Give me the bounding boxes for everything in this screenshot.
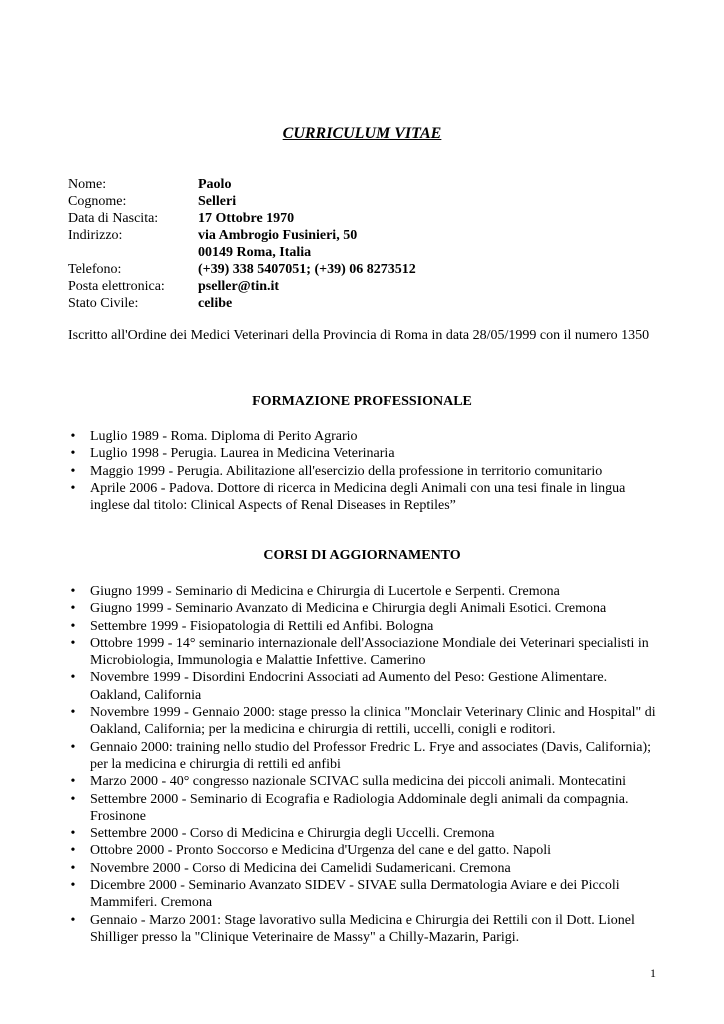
list-item [68,463,658,480]
info-row-indirizzo [68,227,668,244]
info-value: celibe [198,296,233,311]
list-item-text: Ottobre 1999 - 14° seminario internazionale dell'Associazione Mondiale dei Veterinari specialisti in Microbiologia, Immunologia e Malattie Infettive. Camerino [90,635,649,669]
list-item-text: Giugno 1999 - Seminario di Medicina e Chirurgia di Lucertole e Serpenti. Cremona [90,584,560,599]
bullet-icon: • [70,601,76,617]
bullet-icon: • [70,446,76,462]
list-item [68,860,658,877]
info-label: Data di Nascita: [68,211,159,226]
list-item [68,480,658,515]
list-item-text: Settembre 2000 - Seminario di Ecografia e Radiologia Addominale degli animali da compagnia. Frosinone [90,791,629,824]
bullet-icon: • [70,878,76,894]
info-value: via Ambrogio Fusinieri, 50 [198,228,358,243]
info-label: Telefono: [68,262,122,277]
info-value: 17 Ottobre 1970 [198,211,295,226]
list-item [68,445,658,462]
bullet-icon: • [70,480,76,496]
list-item-text: Ottobre 2000 - Pronto Soccorso e Medicina d'Urgenza del cane e del gatto. Napoli [90,843,552,859]
info-value: 00149 Roma, Italia [198,245,312,260]
list-item [68,600,658,617]
info-row-telefono [68,261,668,278]
info-row-indirizzo-citta [68,244,668,261]
info-row-email [68,278,668,295]
bullet-icon: • [70,826,76,842]
list-item-text: Gennaio - Marzo 2001: Stage lavorativo sulla Medicina e Chirurgia dei Rettili con il Dott. Lionel Shilliger presso la "Clinique Veterinaire de Massy" a Chilly-Mazarin, Parigi. [90,912,635,945]
bullet-icon: • [70,429,76,444]
bullet-icon: • [70,635,76,651]
list-item [68,739,658,774]
list-item-text: Luglio 1989 - Roma. Diploma di Perito Agrario [90,429,358,444]
list-item [68,791,658,826]
list-item-text: Settembre 1999 - Fisiopatologia di Rettili ed Anfibi. Bologna [90,618,434,634]
info-label [68,244,198,261]
info-row-nome [68,176,668,193]
info-label: Posta elettronica: [68,279,165,294]
list-item [68,773,658,790]
bullet-icon: • [70,860,76,876]
bullet-icon: • [70,739,76,755]
bullet-icon: • [70,791,76,807]
corsi-list [68,583,658,946]
info-value: (+39) 338 5407051; (+39) 06 8273512 [198,262,416,277]
info-label: Cognome: [68,194,127,209]
info-label: Stato Civile: [68,296,139,311]
list-item-text: Dicembre 2000 - Seminario Avanzato SIDEV - SIVAE sulla Dermatologia Aviare e dei Piccoli Mammiferi. Cremona [90,878,620,911]
bullet-icon: • [70,912,76,928]
personal-info [68,176,668,312]
list-item-text: Novembre 1999 - Disordini Endocrini Associati ad Aumento del Peso: Gestione Alimentare. Oakland, California [90,670,608,703]
section-heading-formazione: FORMAZIONE PROFESSIONALE [252,394,472,409]
info-row-cognome [68,193,668,210]
list-item [68,428,658,445]
bullet-icon: • [70,705,76,721]
list-item-text: Maggio 1999 - Perugia. Abilitazione all'esercizio della professione in territorio comunitario [90,463,603,479]
bullet-icon: • [70,463,76,479]
page-number: 1 [650,966,656,980]
bullet-icon: • [70,670,76,686]
list-item [68,583,658,600]
section-heading-corsi: CORSI DI AGGIORNAMENTO [263,548,461,563]
list-item-text: Novembre 1999 - Gennaio 2000: stage presso la clinica "Monclair Veterinary Clinic and Hospital" di Oakland, California; per la medicina e chirurgia di rettili, uccelli, conigli e roditori. [90,705,656,738]
list-item [68,877,658,912]
info-value: Selleri [198,194,237,209]
list-item-text: Novembre 2000 - Corso di Medicina dei Camelidi Sudamericani. Cremona [90,860,511,876]
bullet-icon: • [70,774,76,790]
list-item-text: Aprile 2006 - Padova. Dottore di ricerca in Medicina degli Animali con una tesi finale in lingua inglese dal titolo: Clinical Aspects of Renal Diseases in Reptiles” [90,480,626,514]
list-item-text: Marzo 2000 - 40° congresso nazionale SCIVAC sulla medicina dei piccoli animali. Montecatini [90,774,627,790]
info-label: Indirizzo: [68,228,123,243]
list-item [68,704,658,739]
list-item-text: Giugno 1999 - Seminario Avanzato di Medicina e Chirurgia degli Animali Esotici. Cremona [90,601,607,617]
bullet-icon: • [70,618,76,634]
list-item [68,618,658,635]
registration-paragraph: Iscritto all'Ordine dei Medici Veterinari della Provincia di Roma in data 28/05/1999 con il numero 1350 [68,328,650,343]
list-item-text: Gennaio 2000: training nello studio del Professor Fredric L. Frye and associates (Davis, California); per la medicina e chirurgia di rettili ed anfibi [90,739,652,772]
bullet-icon: • [70,584,76,599]
title-text: CURRICULUM VITAE [282,125,442,142]
list-item [68,825,658,842]
bullet-icon: • [70,843,76,859]
info-value: pseller@tin.it [198,279,280,294]
list-item [68,842,658,859]
info-value: Paolo [198,177,232,192]
list-item [68,635,658,670]
info-label: Nome: [68,177,107,192]
formazione-list [68,428,658,514]
info-row-data-nascita [68,210,668,227]
list-item [68,912,658,947]
list-item-text: Luglio 1998 - Perugia. Laurea in Medicina Veterinaria [90,446,395,462]
page-title [0,125,724,143]
list-item-text: Settembre 2000 - Corso di Medicina e Chirurgia degli Uccelli. Cremona [90,826,495,842]
list-item [68,669,658,704]
info-row-stato-civile [68,295,668,312]
